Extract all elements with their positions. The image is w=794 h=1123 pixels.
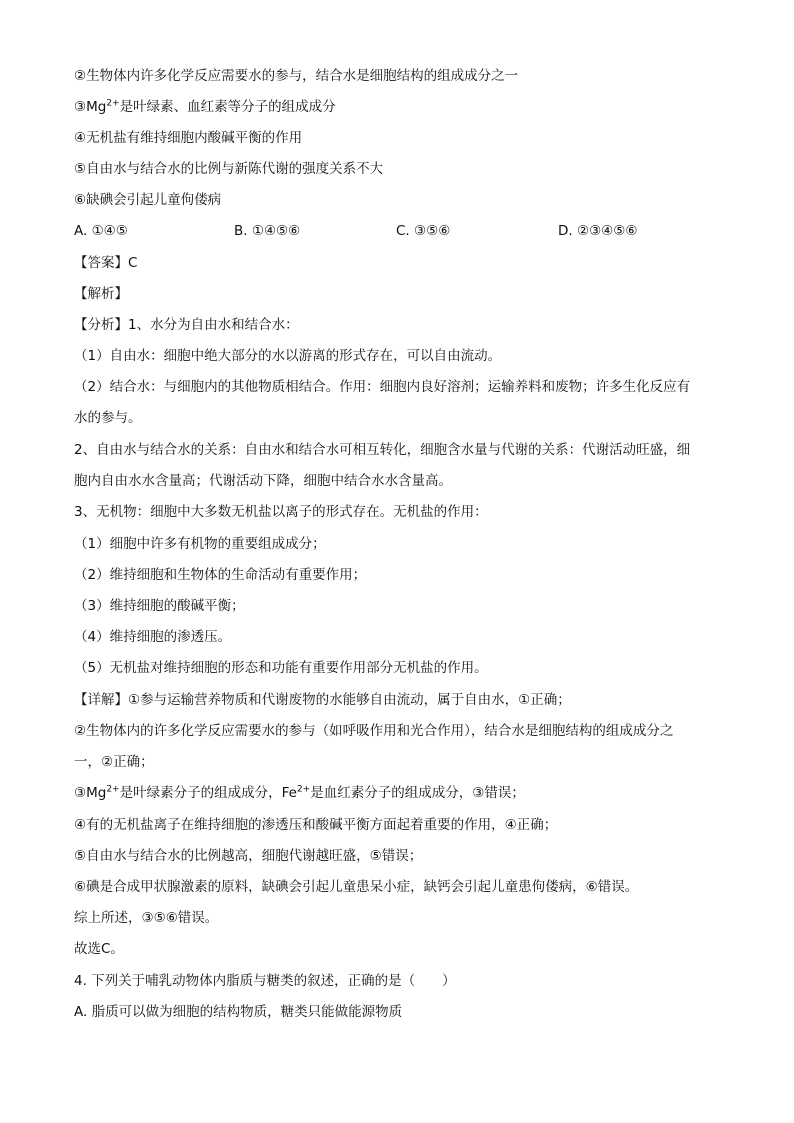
option-b: B. ①④⑤⑥: [234, 223, 301, 239]
detail-fe-rest: 是血红素分子的组成成分，③错误；: [310, 785, 525, 801]
detail-line: 一，②正确；: [74, 754, 154, 770]
option-d: D. ②③④⑤⑥: [558, 223, 638, 239]
analysis-line: 水的参与。: [74, 410, 142, 426]
statement-3: [74, 97, 734, 117]
analysis-line: （1）自由水：细胞中绝大部分的水以游离的形式存在，可以自由流动。: [74, 348, 502, 364]
analysis-heading: 【解析】: [74, 286, 128, 302]
statement-2: ②生物体内许多化学反应需要水的参与，结合水是细胞结构的组成成分之一: [74, 68, 519, 84]
statement-3-prefix: ③Mg: [74, 99, 107, 115]
analysis-line: 【分析】1、水分为自由水和结合水：: [74, 317, 299, 333]
statement-5: ⑤自由水与结合水的比例与新陈代谢的强度关系不大: [74, 161, 384, 177]
summary-line: 综上所述，③⑤⑥错误。: [74, 910, 219, 926]
analysis-line: （3）维持细胞的酸碱平衡；: [74, 598, 245, 614]
next-question-option-a: A. 脂质可以做为细胞的结构物质，糖类只能做能源物质: [74, 1004, 403, 1020]
detail-line: 【详解】①参与运输营养物质和代谢废物的水能够自由流动，属于自由水，①正确；: [74, 692, 571, 708]
analysis-line: （5）无机盐对维持细胞的形态和功能有重要作用部分无机盐的作用。: [74, 660, 488, 676]
statement-4: ④无机盐有维持细胞内酸碱平衡的作用: [74, 130, 303, 146]
fe-superscript: 2+: [296, 784, 311, 795]
statement-6: ⑥缺碘会引起儿童佝偻病: [74, 192, 222, 208]
analysis-line: （1）细胞中许多有机物的重要组成成分；: [74, 536, 326, 552]
analysis-line: 胞内自由水水含量高；代谢活动下降，细胞中结合水水含量高。: [74, 473, 452, 489]
analysis-line: （4）维持细胞的渗透压。: [74, 629, 232, 645]
statement-3-superscript: 2+: [106, 98, 120, 109]
detail-mg-mid: 是叶绿素分子的组成成分，Fe: [119, 785, 297, 801]
analysis-line: 2、自由水与结合水的关系：自由水和结合水可相互转化，细胞含水量与代谢的关系：代谢活动旺盛，细: [74, 442, 691, 458]
analysis-line: 3、无机物：细胞中大多数无机盐以离子的形式存在。无机盐的作用：: [74, 504, 488, 520]
detail-line: ④有的无机盐离子在维持细胞的渗透压和酸碱平衡方面起着重要的作用，④正确；: [74, 817, 558, 833]
choice-line: 故选C。: [74, 941, 124, 957]
detail-line: ⑥碘是合成甲状腺激素的原料，缺碘会引起儿童患呆小症，缺钙会引起儿童患佝偻病，⑥错误。: [74, 879, 639, 895]
option-a: A. ①④⑤: [74, 223, 128, 239]
detail-mg-prefix: ③Mg: [74, 785, 107, 801]
statement-3-rest: 是叶绿素、血红素等分子的组成成分: [119, 99, 336, 115]
next-question: 4. 下列关于哺乳动物体内脂质与糖类的叙述，正确的是（ ）: [74, 973, 456, 989]
mg-superscript: 2+: [106, 784, 120, 795]
detail-line: ②生物体内的许多化学反应需要水的参与（如呼吸作用和光合作用），结合水是细胞结构的组成成分之: [74, 723, 674, 739]
detail-line: ⑤自由水与结合水的比例越高，细胞代谢越旺盛，⑤错误；: [74, 848, 423, 864]
analysis-line: （2）结合水：与细胞内的其他物质相结合。作用：细胞内良好溶剂；运输养料和废物；许多生化反应有: [74, 379, 691, 395]
option-c: C. ③⑤⑥: [396, 223, 451, 239]
answer-line: 【答案】C: [74, 255, 138, 271]
analysis-line: （2）维持细胞和生物体的生命活动有重要作用；: [74, 567, 367, 583]
detail-line-mg-fe: [74, 783, 734, 803]
